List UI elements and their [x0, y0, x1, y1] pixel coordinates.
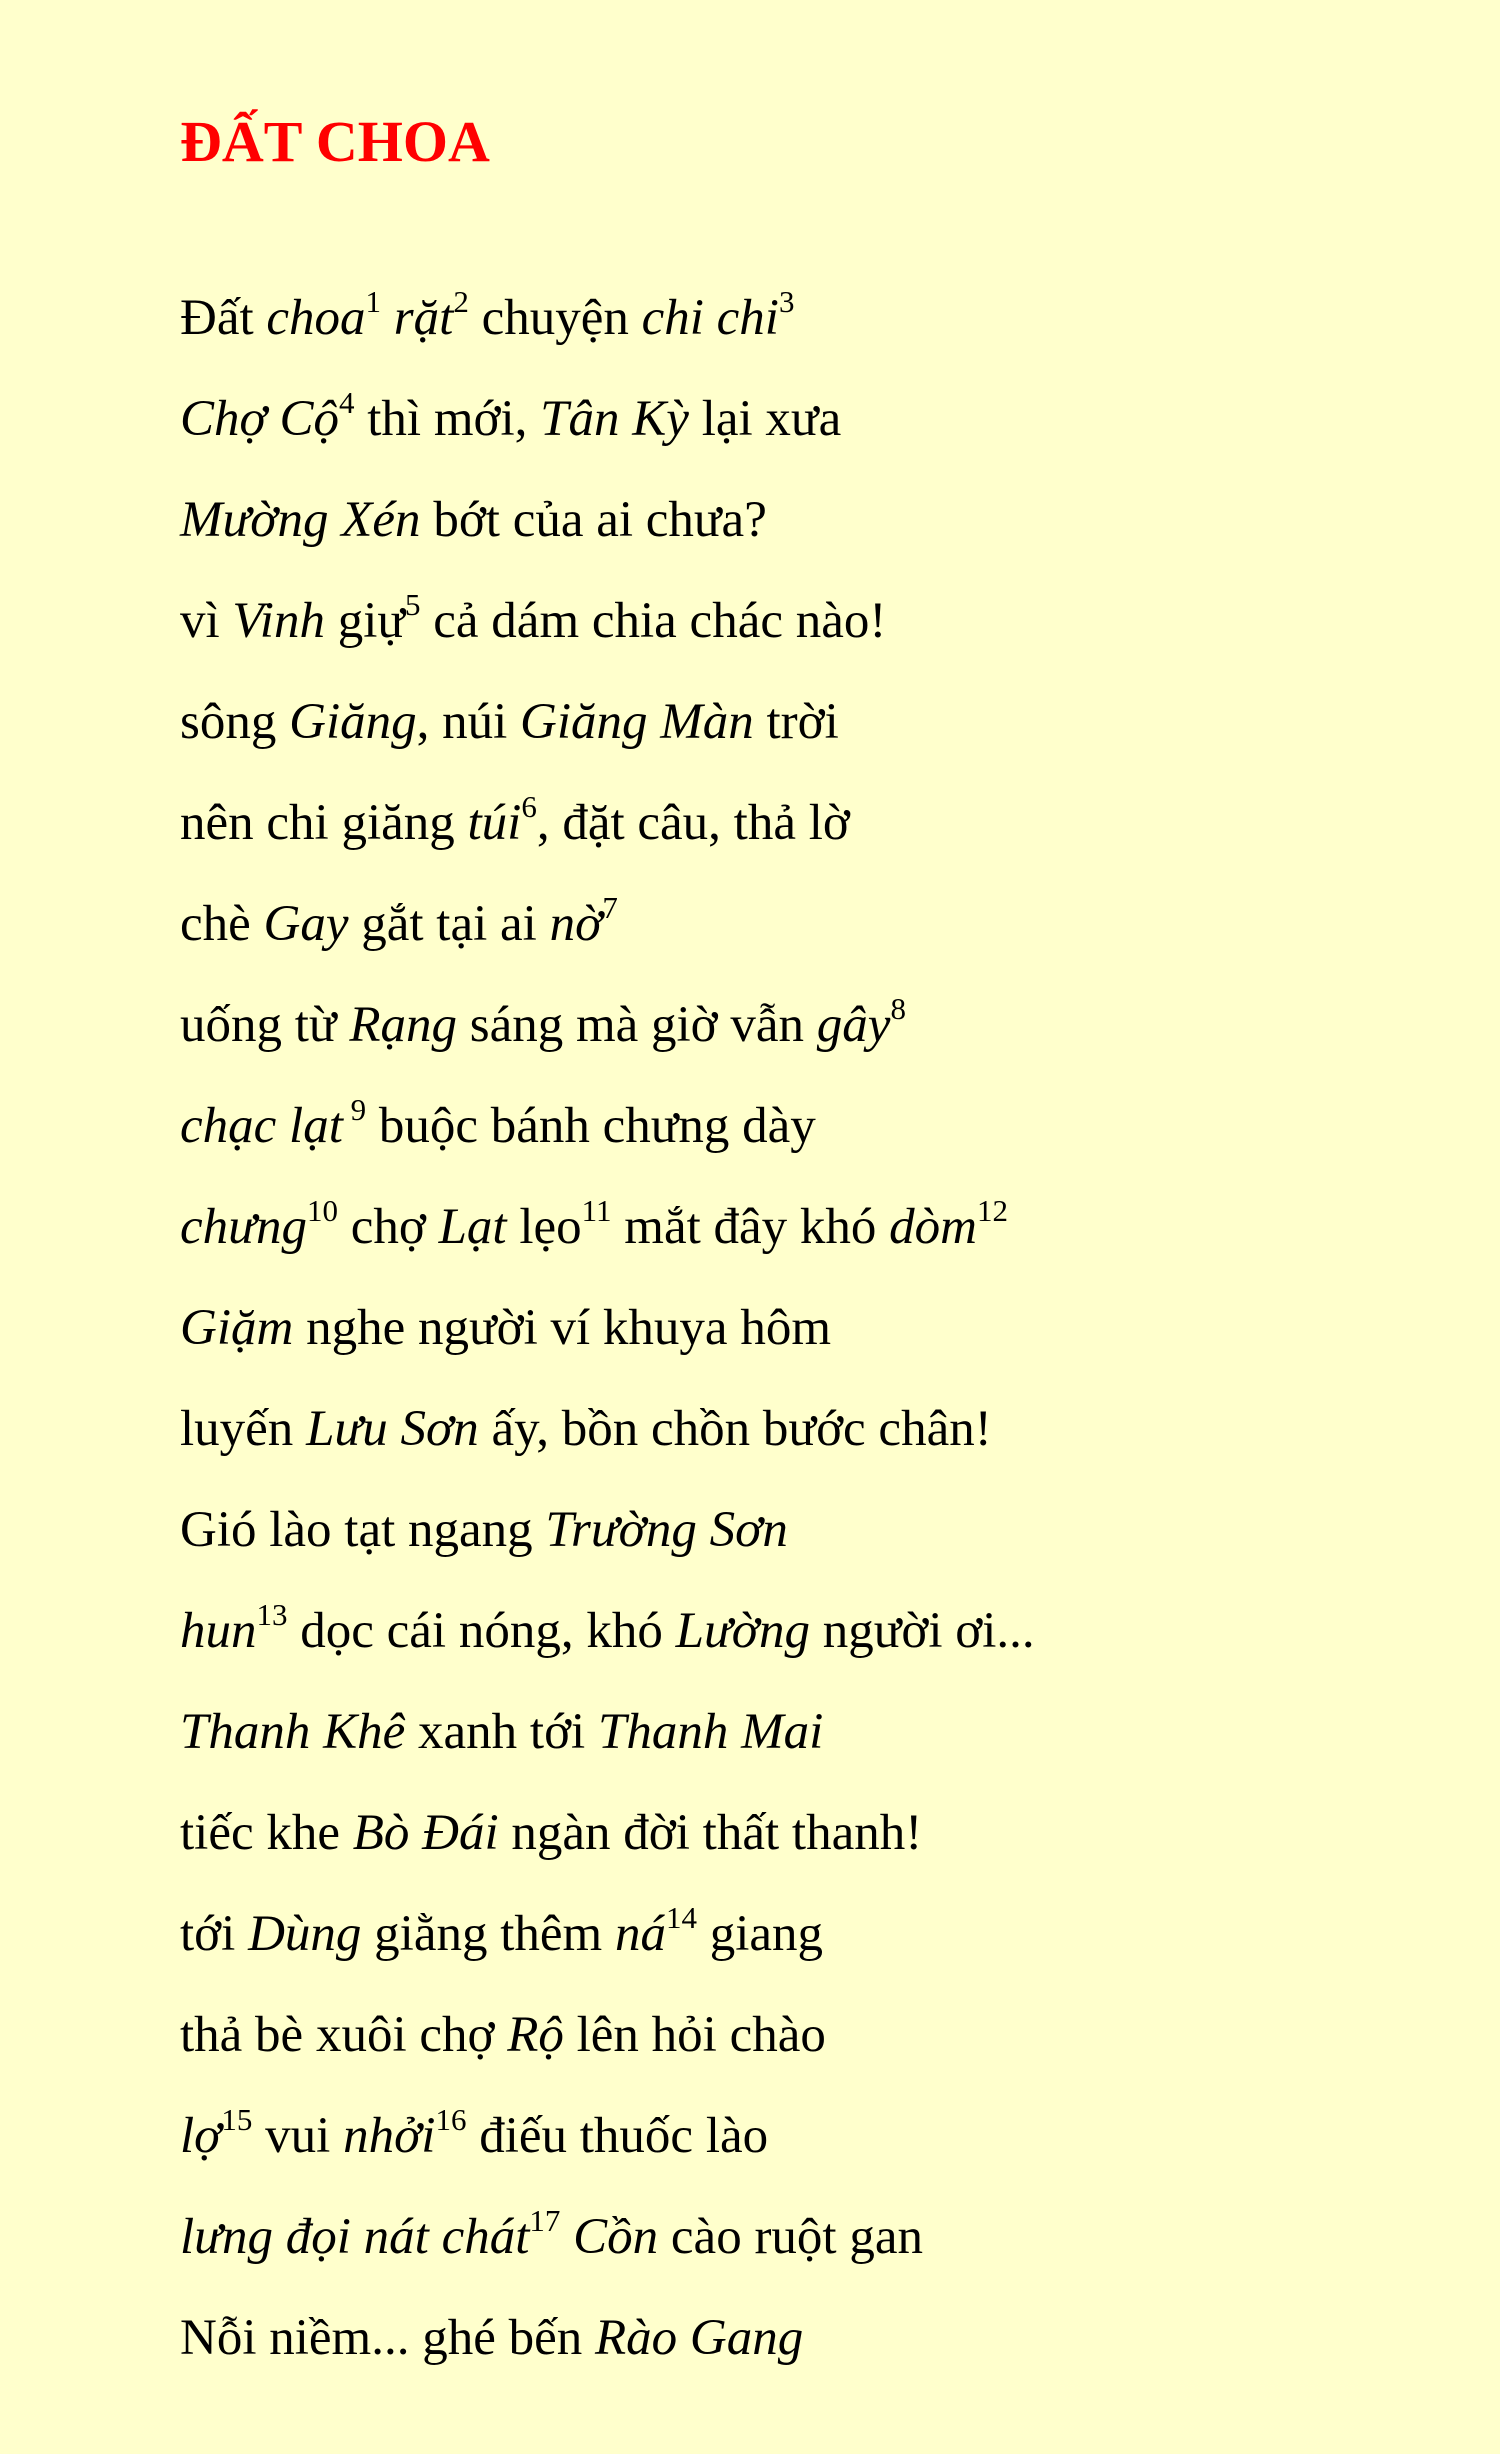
italic-place-name: Lường	[675, 1603, 810, 1659]
poem-line	[180, 377, 1035, 478]
footnote-marker: 3	[778, 284, 795, 319]
poem-line	[180, 1791, 1035, 1892]
footnote-marker: 8	[890, 991, 906, 1026]
poem-line	[180, 1387, 1035, 1488]
poem-line	[180, 983, 1035, 1084]
poem-text: lẹo	[506, 1199, 582, 1255]
footnote-marker: 2	[453, 284, 469, 319]
italic-place-name: chi chi	[641, 290, 779, 346]
italic-place-name: Trường Sơn	[545, 1502, 788, 1558]
poem-text: , núi	[416, 694, 521, 750]
poem-text: uống từ	[180, 997, 350, 1053]
poem-text: , đặt câu, thả lờ	[536, 795, 850, 851]
italic-place-name: Giăng	[289, 694, 417, 750]
poem-text: giang	[696, 1906, 823, 1962]
italic-place-name: Thanh Khê	[180, 1704, 406, 1760]
poem-text: sáng mà giờ vẫn	[456, 997, 817, 1053]
italic-place-name: ná	[614, 1906, 666, 1962]
poem-line	[180, 579, 1035, 680]
poem-text: tiếc khe	[180, 1805, 353, 1861]
italic-place-name: nờ	[549, 896, 603, 952]
italic-place-name: Vinh	[232, 593, 325, 649]
poem-text: lên hỏi chào	[563, 2007, 826, 2063]
poem-text: nghe người ví khuya hôm	[293, 1300, 831, 1356]
poem-text: nên chi giăng	[180, 795, 468, 851]
poem-text: thì mới,	[354, 391, 541, 447]
poem-line	[180, 478, 1035, 579]
italic-place-name: nhởi	[343, 2108, 436, 2164]
italic-place-name: gây	[816, 997, 891, 1053]
poem-text: chè	[180, 896, 264, 952]
italic-place-name: Giặm	[180, 1300, 294, 1356]
italic-place-name: lưng đọi nát chát	[180, 2209, 530, 2265]
italic-place-name: chạc lạt	[180, 1098, 343, 1154]
poem-text	[560, 2209, 573, 2265]
italic-place-name: Lưu Sơn	[306, 1401, 479, 1457]
italic-place-name: Giăng Màn	[520, 694, 754, 750]
poem-text: trời	[753, 694, 839, 750]
poem-line	[180, 1084, 1035, 1185]
poem-text	[381, 290, 394, 346]
poem-line	[180, 1892, 1035, 1993]
poem-text: ấy, bồn chồn bước chân!	[478, 1401, 992, 1457]
poem-line	[180, 1690, 1035, 1791]
poem-text: luyến	[180, 1401, 307, 1457]
footnote-marker: 17	[529, 2203, 561, 2238]
poem-text: thả bè xuôi chợ	[180, 2007, 508, 2063]
italic-place-name: Mường Xén	[180, 492, 421, 548]
poem-title: ĐẤT CHOA	[180, 109, 490, 174]
poem-text: buộc bánh chưng dày	[366, 1098, 816, 1154]
footnote-marker: 6	[521, 789, 537, 824]
italic-place-name: Gay	[263, 896, 349, 952]
footnote-marker: 5	[405, 587, 421, 622]
poem-text: chuyện	[468, 290, 642, 346]
poem-text: gắt tại ai	[348, 896, 550, 952]
footnote-marker: 12	[977, 1193, 1008, 1228]
footnote-marker: 4	[339, 385, 355, 420]
poem-text: lại xưa	[688, 391, 842, 447]
italic-place-name: Rạng	[349, 997, 457, 1053]
poem-line	[180, 2195, 1035, 2296]
italic-place-name: Rào Gang	[595, 2310, 804, 2366]
poem-text: bớt của ai chưa?	[420, 492, 767, 548]
italic-place-name: lợ	[180, 2108, 222, 2164]
poem-text: vui	[252, 2108, 344, 2164]
italic-place-name: choa	[266, 290, 366, 346]
poem-text: điếu thuốc lào	[466, 2108, 769, 2164]
italic-place-name: dòm	[889, 1199, 977, 1255]
italic-place-name: Dùng	[248, 1906, 362, 1962]
footnote-marker: 16	[435, 2102, 467, 2137]
poem-line	[180, 1993, 1035, 2094]
footnote-marker: 15	[221, 2102, 253, 2137]
poem-text: mắt đây khó	[611, 1199, 890, 1255]
poem-text: vì	[180, 593, 233, 649]
poem-text: Gió lào tạt ngang	[180, 1502, 546, 1558]
footnote-marker: 14	[665, 1900, 697, 1935]
italic-place-name: Cồn	[573, 2209, 659, 2265]
footnote-marker: 11	[581, 1193, 612, 1228]
italic-place-name: Lạt	[438, 1199, 507, 1255]
poem-line	[180, 2296, 1035, 2397]
footnote-marker: 1	[365, 284, 382, 319]
poem-line	[180, 276, 1035, 377]
poem-text: xanh tới	[405, 1704, 598, 1760]
italic-place-name: Chợ Cộ	[180, 391, 340, 447]
poem-line	[180, 781, 1035, 882]
italic-place-name: chưng	[180, 1199, 307, 1255]
poem-line	[180, 882, 1035, 983]
poem-text: dọc cái nóng, khó	[287, 1603, 676, 1659]
poem-text: giự	[324, 593, 406, 649]
poem-line	[180, 1589, 1035, 1690]
poem-text: Nỗi niềm... ghé bến	[180, 2310, 595, 2366]
poem-line	[180, 680, 1035, 781]
footnote-marker: 10	[306, 1193, 338, 1228]
poem-text: tới	[180, 1906, 249, 1962]
poem-line	[180, 1488, 1035, 1589]
poem-text: cả dám chia chác nào!	[420, 593, 887, 649]
poem-text: sông	[180, 694, 290, 750]
footnote-marker: 9	[342, 1092, 367, 1127]
poem-text: chợ	[337, 1199, 439, 1255]
italic-place-name: hun	[180, 1603, 257, 1659]
italic-place-name: Rộ	[507, 2007, 564, 2063]
footnote-marker: 13	[256, 1597, 288, 1632]
poem-text: cào ruột gan	[658, 2209, 923, 2265]
poem-text: người ơi...	[809, 1603, 1035, 1659]
poem-line	[180, 2094, 1035, 2195]
italic-place-name: Thanh Mai	[597, 1704, 824, 1760]
italic-place-name: Bò Đái	[352, 1805, 499, 1861]
poem-line	[180, 1286, 1035, 1387]
poem-body	[180, 276, 1035, 2397]
footnote-marker: 7	[602, 890, 618, 925]
italic-place-name: túi	[467, 795, 522, 851]
italic-place-name: Tân Kỳ	[540, 391, 689, 447]
poem-text: Đất	[180, 290, 267, 346]
italic-place-name: rặt	[393, 290, 454, 346]
poem-text: ngàn đời thất thanh!	[498, 1805, 923, 1861]
poem-line	[180, 1185, 1035, 1286]
poem-text: giằng thêm	[361, 1906, 615, 1962]
